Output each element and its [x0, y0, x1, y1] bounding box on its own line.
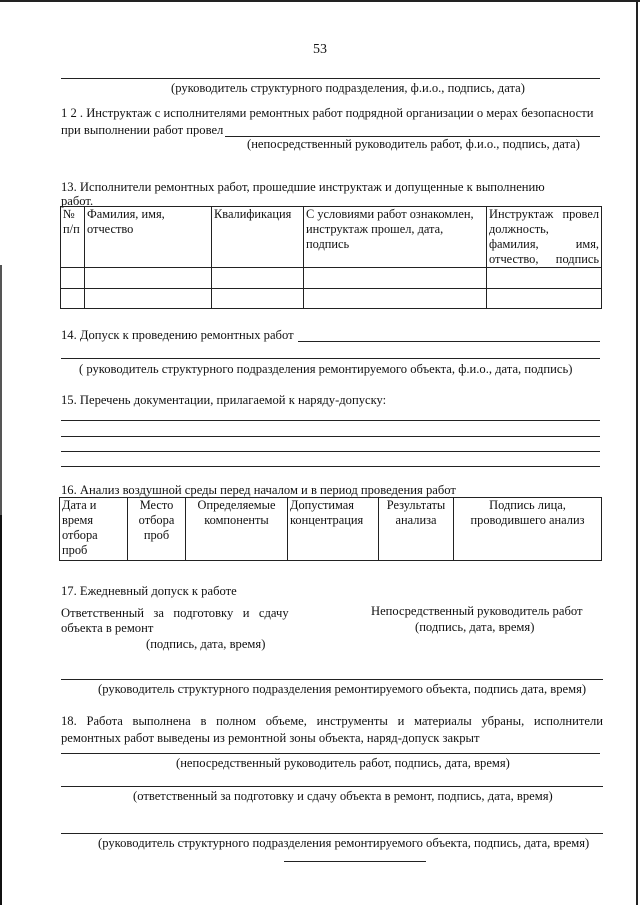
section-18-text: 18. Работа выполнена в полном объеме, инструменты и материалы убраны, исполнители [61, 714, 603, 728]
cell[interactable] [487, 268, 602, 289]
section-15-label: 15. Перечень документации, прилагаемой к наряду-допуску: [61, 393, 387, 407]
section-18-signature-line-2[interactable] [61, 786, 603, 787]
section-12-caption: (непосредственный руководитель работ, ф.и.о., подпись, дата) [247, 137, 580, 151]
section-12-text-2: при выполнении работ провел [61, 123, 224, 137]
header-name: Фамилия, имя, отчество [85, 207, 212, 268]
scan-border-top [0, 0, 640, 2]
executors-table [60, 206, 602, 309]
scan-border-left-dark [0, 515, 2, 905]
section-17-manager-label: Непосредственный руководитель работ [371, 604, 583, 618]
scan-border-right [636, 0, 638, 905]
section-17-label: 17. Ежедневный допуск к работе [61, 584, 237, 598]
section-13-text-2: работ. [61, 194, 94, 208]
header-results: Результаты анализа [379, 498, 454, 561]
documents-line-1[interactable] [61, 420, 600, 421]
page-number: 53 [313, 42, 327, 57]
section-18-signature-line-3[interactable] [61, 833, 603, 834]
section-14-caption: ( руководитель структурного подразделения ремонтируемого объекта, ф.и.о., дата, подпись) [79, 362, 573, 376]
header-qualification: Квалификация [212, 207, 304, 268]
header-briefing-received: С условиями работ ознакомлен, инструктаж прошел, дата, подпись [304, 207, 487, 268]
section-18-signature-line-1[interactable] [61, 753, 600, 754]
section-14-signature-line[interactable] [61, 358, 600, 359]
section-18-caption-2: (ответственный за подготовку и сдачу объекта в ремонт, подпись, дата, время) [133, 789, 553, 803]
section-16-label: 16. Анализ воздушной среды перед началом и в период проведения работ [61, 483, 456, 497]
table-row [61, 289, 602, 309]
section-18-text-2: ремонтных работ выведены из ремонтной зоны объекта, наряд-допуск закрыт [61, 731, 480, 745]
documents-line-4[interactable] [61, 466, 600, 467]
section-17-responsible-label-2: объекта в ремонт [61, 621, 154, 635]
section-12-text: 1 2 . Инструктаж с исполнителями ремонтных работ подрядной организации о мерах безопасности [61, 106, 594, 120]
documents-line-3[interactable] [61, 451, 600, 452]
header-number: № п/п [61, 207, 85, 268]
table-header-row [61, 207, 602, 268]
cell[interactable] [304, 289, 487, 309]
section-14-label: 14. Допуск к проведению ремонтных работ [61, 328, 294, 342]
header-sample-datetime: Дата и время отбора проб [60, 498, 128, 561]
header-briefing-conducted: Инструктаж провел должность, фамилия, имя, отчество, подпись [487, 207, 602, 268]
cell[interactable] [487, 289, 602, 309]
section-14-fill-line[interactable] [298, 341, 600, 342]
signature-line [61, 78, 600, 79]
section-13-text: 13. Исполнители ремонтных работ, прошедшие инструктаж и допущенные к выполнению [61, 180, 545, 194]
header-allowed-concentration: Допустимая концентрация [288, 498, 379, 561]
documents-line-2[interactable] [61, 436, 600, 437]
caption-supervisor: (руководитель структурного подразделения, ф.и.о., подпись, дата) [171, 81, 525, 95]
section-17-responsible-label: Ответственный за подготовку и сдачу [61, 606, 289, 620]
cell[interactable] [85, 268, 212, 289]
table-row [61, 268, 602, 289]
air-analysis-table [59, 497, 602, 561]
section-17-signature-line[interactable] [61, 679, 603, 680]
cell[interactable] [85, 289, 212, 309]
section-17-responsible-caption: (подпись, дата, время) [146, 637, 266, 651]
end-rule [284, 861, 426, 862]
cell[interactable] [212, 268, 304, 289]
section-17-caption: (руководитель структурного подразделения ремонтируемого объекта, подпись дата, время) [98, 682, 587, 696]
table-header-row [60, 498, 602, 561]
section-18-caption-1: (непосредственный руководитель работ, подпись, дата, время) [176, 756, 510, 770]
cell[interactable] [304, 268, 487, 289]
header-components: Определяемые компоненты [186, 498, 288, 561]
cell[interactable] [61, 268, 85, 289]
header-sample-place: Место отбора проб [128, 498, 186, 561]
header-analyst-signature: Подпись лица, проводившего анализ [454, 498, 602, 561]
cell[interactable] [61, 289, 85, 309]
section-18-caption-3: (руководитель структурного подразделения ремонтируемого объекта, подпись, дата, время) [98, 836, 590, 850]
cell[interactable] [212, 289, 304, 309]
section-17-manager-caption: (подпись, дата, время) [415, 620, 535, 634]
